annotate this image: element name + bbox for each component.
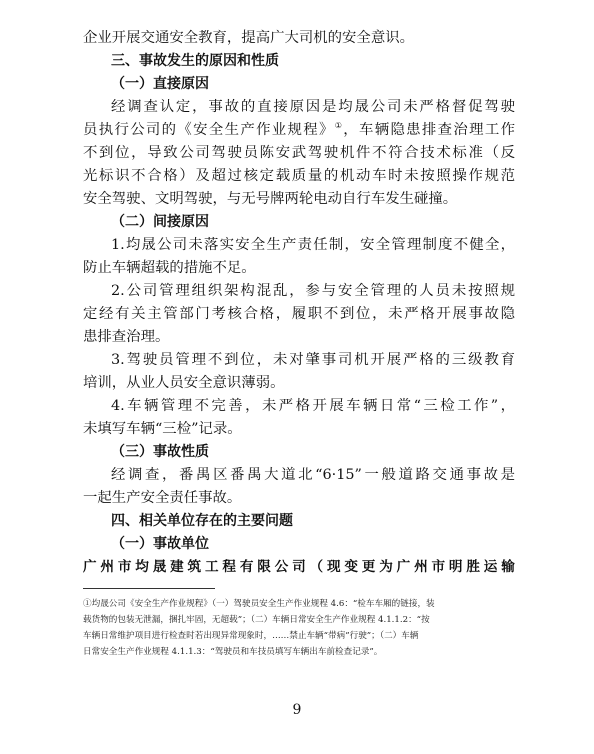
body-line: 防止车辆超载的措施不足。 bbox=[83, 260, 256, 276]
body-line: 光标识不合格）及超过核定载质量的机动车时未按照操作规范 bbox=[83, 168, 515, 184]
body-line: 2.公司管理组织架构混乱，参与安全管理的人员未按照规 bbox=[111, 283, 515, 299]
body-text: ，车辆隐患排查治理工作 bbox=[343, 122, 515, 138]
subsection-heading: （三）事故性质 bbox=[111, 444, 209, 460]
subsection-heading: （一）事故单位 bbox=[111, 536, 209, 552]
body-line: 培训，从业人员安全意识薄弱。 bbox=[83, 375, 285, 391]
subsection-heading: （一）直接原因 bbox=[111, 76, 209, 92]
body-line: 企业开展交通安全教育，提高广大司机的安全意识。 bbox=[83, 30, 414, 46]
body-line: 4.车辆管理不完善，未严格开展车辆日常“三检工作”， bbox=[111, 398, 515, 414]
body-text: 员执行公司的《安全生产作业规程》 bbox=[83, 122, 335, 138]
body-line: 未填写车辆“三检”记录。 bbox=[83, 421, 242, 437]
company-name-line: 广州市均晟建筑工程有限公司（现变更为广州市明胜运输 bbox=[83, 559, 515, 575]
body-line: 经调查，番禺区番禺大道北“6·15”一般道路交通事故是 bbox=[111, 467, 515, 483]
section-heading: 四、相关单位存在的主要问题 bbox=[111, 513, 293, 529]
body-line: 不到位，导致公司驾驶员陈安武驾驶机件不符合技术标准（反 bbox=[83, 145, 515, 161]
footnote-line: 日常安全生产作业规程 4.1.1.3：“驾驶员和车技员填写车辆出车前检查记录”。 bbox=[83, 647, 383, 657]
body-line: 定经有关主管部门考核合格，履职不到位，未严格开展事故隐 bbox=[83, 306, 515, 322]
body-line bbox=[83, 119, 515, 142]
body-line: 经调查认定，事故的直接原因是均晟公司未严格督促驾驶 bbox=[111, 99, 515, 115]
footnote-line: 载货物的包装无泄漏，捆扎牢固，无超载”；（二）车辆日常安全生产作业规程 4.1.1.2：“按 bbox=[83, 615, 430, 625]
footnote-separator bbox=[83, 588, 215, 589]
subsection-heading: （二）间接原因 bbox=[111, 214, 209, 230]
body-line: 安全驾驶、文明驾驶，与无号牌两轮电动自行车发生碰撞。 bbox=[83, 191, 458, 207]
section-heading: 三、事故发生的原因和性质 bbox=[111, 53, 279, 69]
footnote-line: ①均晟公司《安全生产作业规程》（一）驾驶员安全生产作业规程 4.6：“检车车厢的链接，装 bbox=[83, 599, 435, 609]
body-line: 3.驾驶员管理不到位，未对肇事司机开展严格的三级教育 bbox=[111, 352, 515, 368]
page-number: 9 bbox=[292, 702, 302, 718]
footnote-line: 车辆日常维护项目进行检查时若出现异常现象时，……禁止车辆“带病”行驶”；（二）车辆 bbox=[83, 631, 419, 641]
body-line: 一起生产安全责任事故。 bbox=[83, 490, 242, 506]
footnote-marker: ① bbox=[334, 121, 344, 131]
body-line: 患排查治理。 bbox=[83, 329, 170, 345]
body-line: 1.均晟公司未落实安全生产责任制，安全管理制度不健全， bbox=[111, 237, 515, 253]
